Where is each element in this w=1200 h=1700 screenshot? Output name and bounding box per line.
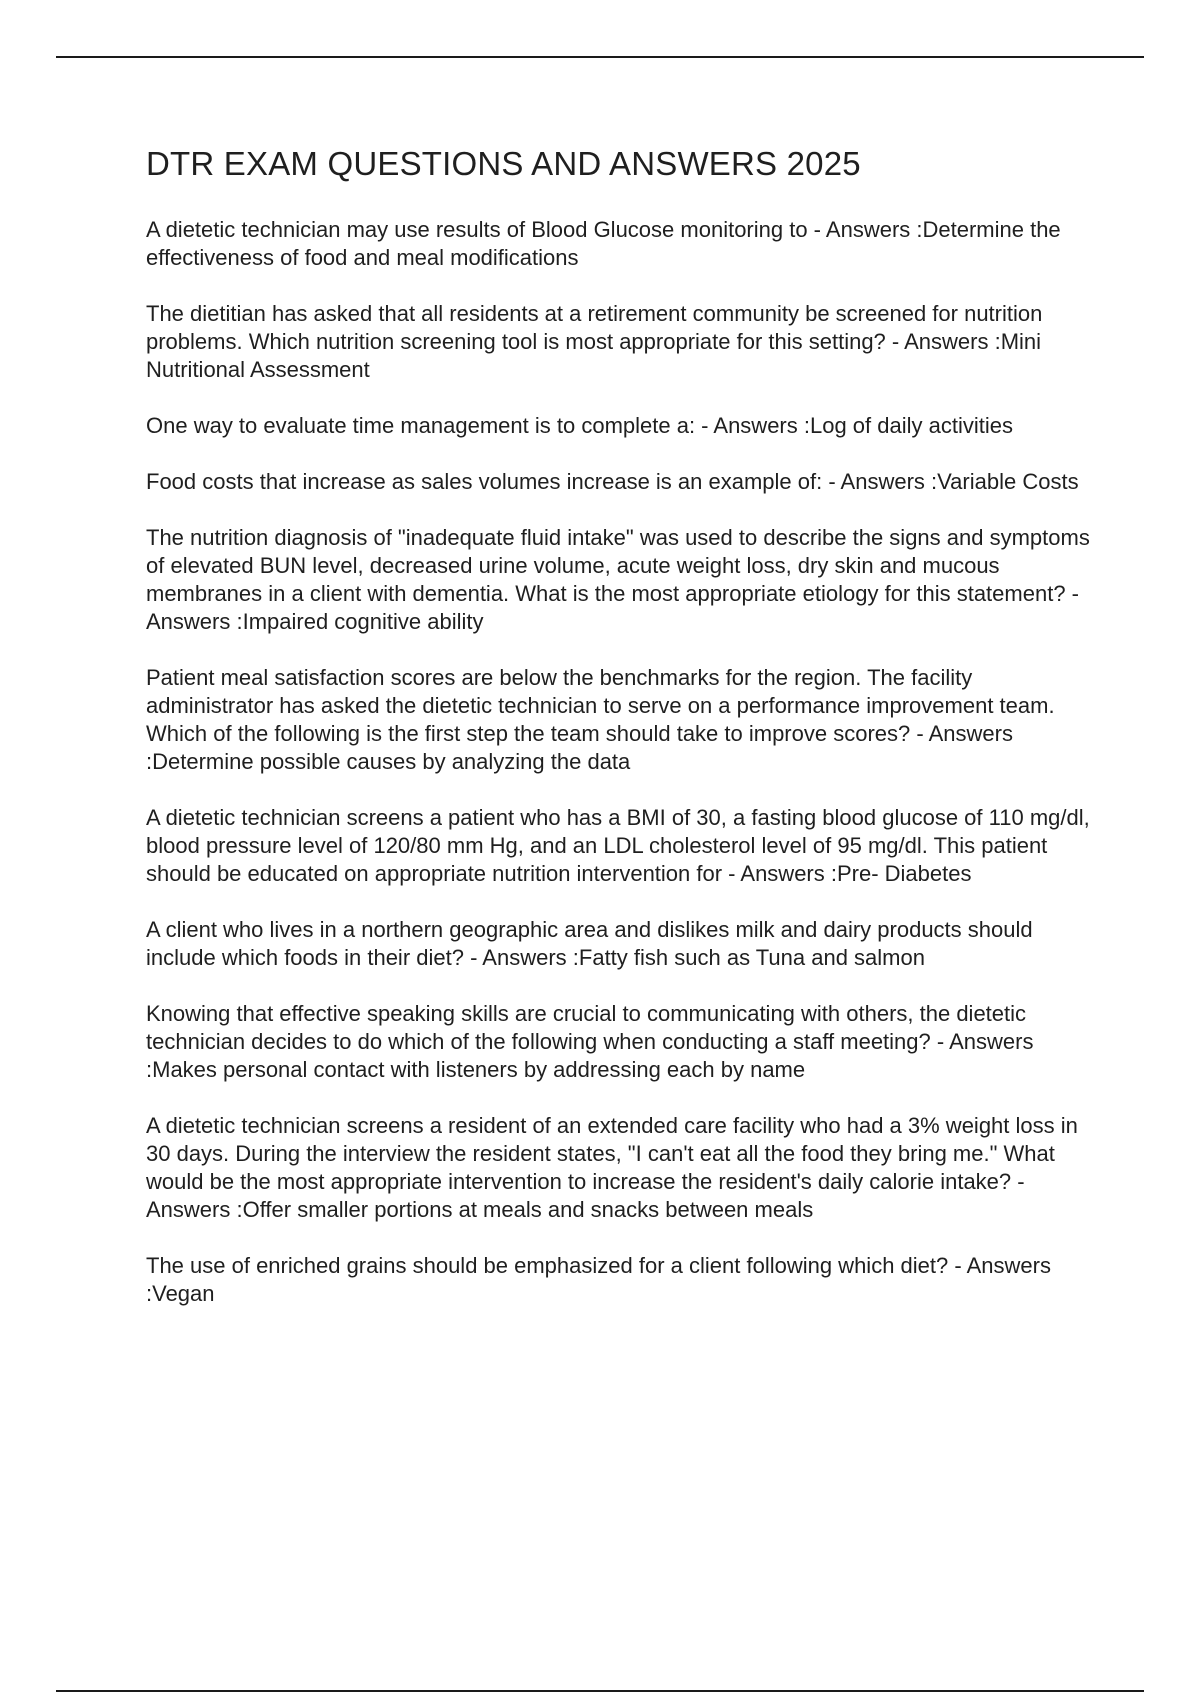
qa-entry: Food costs that increase as sales volumes increase is an example of: - Answers :Variable Costs: [146, 469, 1079, 494]
document-body: [146, 144, 1096, 1336]
qa-entry: A client who lives in a northern geographic area and dislikes milk and dairy products should include which foods in their diet? - Answers :Fatty fish such as Tuna and salmon: [146, 917, 1033, 970]
document-title: DTR EXAM QUESTIONS AND ANSWERS 2025: [146, 145, 861, 182]
qa-entry: Knowing that effective speaking skills are crucial to communicating with others, the dietetic technician decides to do which of the following when conducting a staff meeting? - Answers :Makes personal contact with listeners by addressing each by name: [146, 1001, 1034, 1082]
qa-entry: A dietetic technician screens a patient who has a BMI of 30, a fasting blood glucose of 110 mg/dl, blood pressure level of 120/80 mm Hg, and an LDL cholesterol level of 95 mg/dl. This patient should be educated on appropriate nutrition intervention for - Answers :Pre- Diabetes: [146, 805, 1090, 886]
qa-entry: Patient meal satisfaction scores are below the benchmarks for the region. The facility administrator has asked the dietetic technician to serve on a performance improvement team. Which of the following is the first step the team should take to improve scores? - Answers :Determine possible causes by analyzing the data: [146, 665, 1055, 774]
top-rule: [56, 56, 1144, 58]
qa-entry: A dietetic technician screens a resident of an extended care facility who had a 3% weight loss in 30 days. During the interview the resident states, "I can't eat all the food they bring me." What would be the most appropriate intervention to increase the resident's daily calorie intake? - Answers :Offer smaller portions at meals and snacks between meals: [146, 1113, 1078, 1222]
bottom-rule: [56, 1690, 1144, 1692]
qa-entry: A dietetic technician may use results of Blood Glucose monitoring to - Answers :Determine the effectiveness of food and meal modifications: [146, 217, 1061, 270]
qa-entry: The dietitian has asked that all residents at a retirement community be screened for nutrition problems. Which nutrition screening tool is most appropriate for this setting? - Answers :Mini Nutritional Assessment: [146, 301, 1043, 382]
qa-entry: The nutrition diagnosis of "inadequate fluid intake" was used to describe the signs and symptoms of elevated BUN level, decreased urine volume, acute weight loss, dry skin and mucous membranes in a client with dementia. What is the most appropriate etiology for this statement? - Answers :Impaired cognitive ability: [146, 525, 1090, 634]
qa-entry: The use of enriched grains should be emphasized for a client following which diet? - Answers :Vegan: [146, 1253, 1051, 1306]
qa-entry: One way to evaluate time management is to complete a: - Answers :Log of daily activities: [146, 413, 1013, 438]
